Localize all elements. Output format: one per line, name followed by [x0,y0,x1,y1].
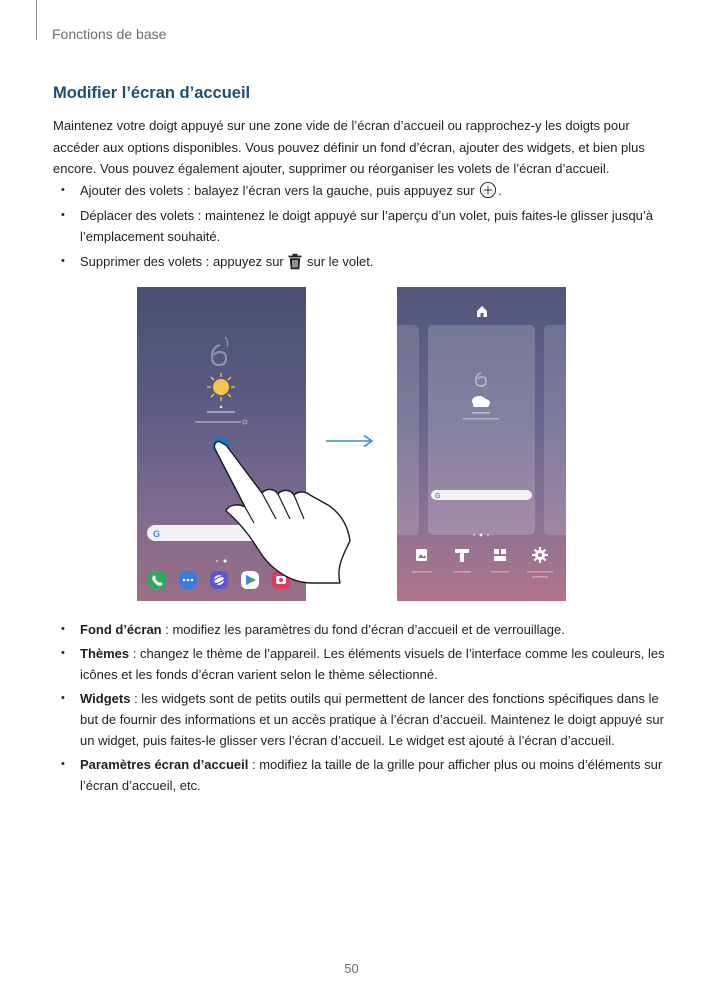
list-item [53,205,663,247]
themes-option-icon [455,549,469,562]
wallpaper-option-icon [416,549,427,561]
list-item [53,643,665,685]
option-term: Thèmes [80,646,130,661]
add-panel-text: Ajouter des volets : balayez l’écran vers la gauche, puis appuyez sur [80,183,479,198]
bullet-icon: • [61,209,65,221]
svg-text:G: G [435,493,441,500]
bullet-icon: • [61,255,65,267]
bullet-icon: • [61,623,65,635]
plus-circle-icon [479,181,497,199]
delete-panel-text-end: sur le volet. [307,254,374,269]
list-item [53,688,665,751]
option-description: : changez le thème de l’appareil. Les éléments visuels de l’interface comme les couleurs, les icônes et les fonds d’écran varient selon le thème sélectionné. [80,646,665,682]
right-panel-preview [544,325,566,535]
running-head: Fonctions de base [52,26,167,42]
left-panel-preview [397,325,419,535]
home-icon [477,306,487,317]
option-term: Widgets [80,691,131,706]
arrow-right-icon [326,434,374,448]
list-item [53,619,665,640]
section-title: Modifier l’écran d’accueil [53,84,251,102]
panel-actions-list [53,180,663,276]
option-description: : modifiez les paramètres du fond d’écran d’accueil et de verrouillage. [161,622,565,637]
option-description: : les widgets sont de petits outils qui permettent de lancer des fonctions spécifiques dans le but de fournir des informations et un accès pratique à l’écran d’accueil. Maintenez le doigt appuyé sur un widget, puis faites-le glisser vers l’écran d’accueil. Le widget est ajouté à l’écran d’accueil. [80,691,664,748]
option-term: Fond d’écran [80,622,162,637]
widgets-option-icon [494,549,506,561]
search-bar [431,490,532,500]
page-number: 50 [344,961,359,976]
list-item [53,180,663,201]
margin-rule [36,0,37,40]
add-panel-text-end: . [498,183,502,198]
bullet-icon: • [61,647,65,659]
delete-panel-text: Supprimer des volets : appuyez sur [80,254,288,269]
option-term: Paramètres écran d’accueil [80,757,249,772]
trash-icon [288,253,302,270]
edit-options-list [53,619,665,799]
bullet-icon: • [61,184,65,196]
edit-mode-art [397,287,566,601]
edit-mode-illustration [397,287,566,601]
hand-gesture-icon [212,437,357,587]
option-description: : modifiez la taille de la grille pour afficher plus ou moins d’éléments sur l’écran d’accueil, etc. [80,757,663,793]
bullet-icon: • [61,692,65,704]
phone-app-icon [148,571,166,589]
weather-sun-icon [207,373,235,401]
intro-paragraph: Maintenez votre doigt appuyé sur une zone vide de l’écran d’accueil ou rapprochez-y les doigts pour accéder aux options disponibles. Vous pouvez définir un fond d’écran, ajouter des widgets, et bien plus encore. Vous pouvez également ajouter, supprimer ou réorganiser les volets de l’écran d’accueil. [53,118,645,176]
center-panel-preview [428,325,535,535]
clock-widget [212,337,228,365]
svg-text:G: G [153,529,161,539]
list-item [53,754,665,796]
move-panel-text: Déplacer des volets : maintenez le doigt appuyé sur l’aperçu d’un volet, puis faites-le glisser jusqu’à l’emplacement souhaité. [80,208,654,244]
list-item [53,251,663,272]
settings-gear-icon [532,547,548,563]
bullet-icon: • [61,758,65,770]
